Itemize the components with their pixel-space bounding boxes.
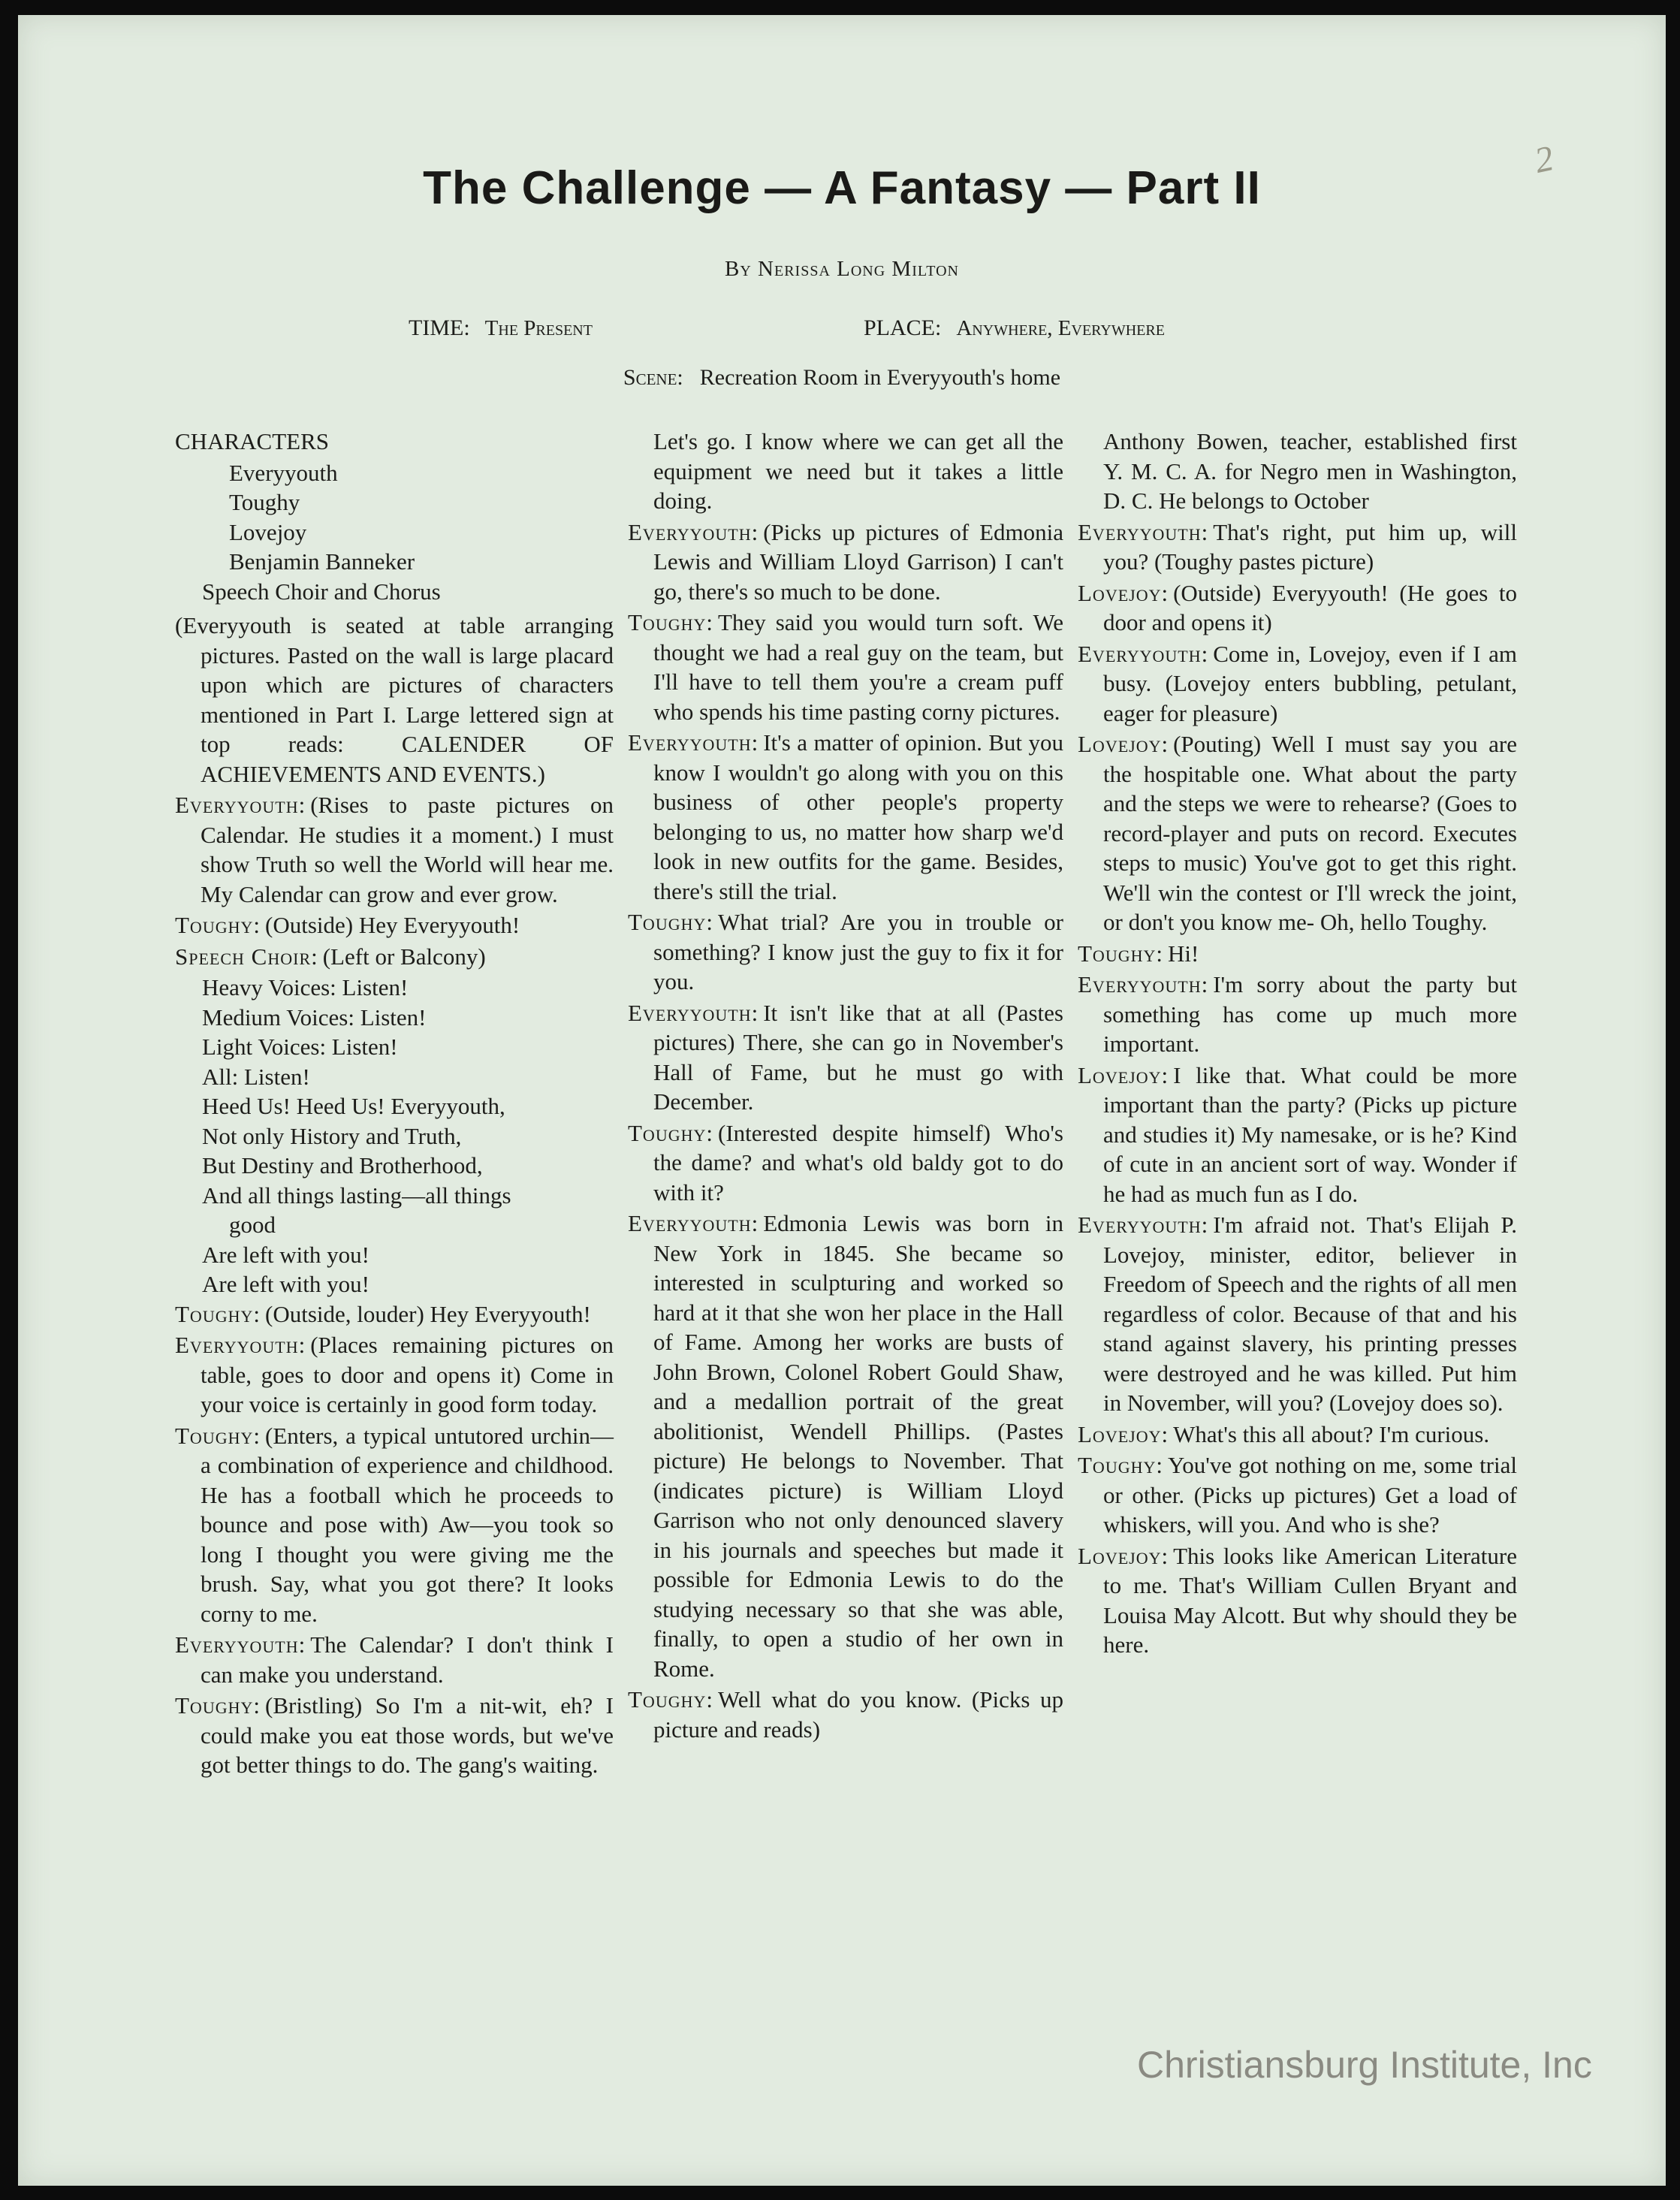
dialogue-line: Toughy: (Interested despite himself) Who's the dame? and what's old baldy got to do with it? (628, 1119, 1063, 1206)
dialogue-line: Toughy: Well what do you know. (Picks up picture and reads) (628, 1686, 1063, 1743)
speaker: Speech Choir: (175, 943, 318, 970)
speaker: Lovejoy: (1078, 1061, 1169, 1088)
dialogue-line: Toughy: (Outside) Hey Everyyouth! (175, 912, 520, 938)
choir-line: Are left with you! (202, 1241, 369, 1268)
page-number: 2 (1531, 138, 1558, 181)
dialogue-line: Toughy: They said you would turn soft. We thought we had a real guy on the team, but I'll have to tell them you're a cream puff who spends his time pasting corny pictures. (628, 609, 1063, 725)
dialogue-line: Toughy: You've got nothing on me, some trial or other. (Picks up pictures) Get a load of whiskers, will you. And who is she? (1078, 1452, 1517, 1538)
time-label: TIME: (409, 315, 470, 340)
choir-line: good (229, 1212, 276, 1238)
speaker: Everyyouth: (1078, 971, 1209, 997)
character-item: Everyyouth (229, 459, 338, 486)
dialogue-line: Everyyouth: I'm sorry about the party but something has come up much more important. (1078, 971, 1517, 1057)
choir-line: Light Voices: Listen! (202, 1034, 398, 1060)
speaker: Everyyouth: (628, 729, 759, 756)
column-3 (1078, 427, 1517, 1661)
choir-line: Heed Us! Heed Us! Everyyouth, (202, 1093, 505, 1119)
choir-line: Medium Voices: Listen! (202, 1003, 427, 1031)
characters-heading: CHARACTERS (175, 428, 329, 454)
speaker: Toughy: (175, 912, 261, 938)
speaker: Everyyouth: (628, 999, 759, 1026)
speaker: Toughy: (628, 1119, 713, 1146)
character-item: Toughy (229, 489, 300, 515)
column-2 (628, 427, 1063, 1746)
speaker: Everyyouth: (175, 792, 306, 818)
scene-value: Recreation Room in Everyyouth's home (699, 365, 1061, 390)
dialogue-line: Toughy: Hi! (1078, 940, 1199, 967)
speaker: Everyyouth: (175, 1631, 306, 1658)
dialogue-line: Lovejoy: (Pouting) Well I must say you are the hospitable one. What about the party and the steps we were to rehearse? (Goes to record-player and puts on record. Executes steps to music) You've got to get this right. We'll win the contest or I'll wreck the joint, or don't you know me- Oh, hello Toughy. (1078, 731, 1517, 935)
dialogue-line: Everyyouth: Edmonia Lewis was born in New York in 1845. She became so interested in sculpturing and worked so hard at it that she won her place in the Hall of Fame. Among her works are busts of John Brown, Colonel Robert Gould Shaw, and a medallion portrait of the great abolitionist, Wendell Phillips. (Pastes picture) He belongs to November. That (indicates picture) is William Lloyd Garrison who not only denounced slavery in his journals and speeches but made it possible for Edmonia Lewis to do the studying necessary so that she was able, finally, to open a studio of her own in Rome. (628, 1210, 1063, 1682)
character-item: Benjamin Banneker (229, 548, 415, 575)
dialogue-line: Lovejoy: What's this all about? I'm curious. (1078, 1420, 1490, 1447)
choir-line: All: Listen! (202, 1063, 310, 1090)
speaker: Toughy: (1078, 1452, 1163, 1478)
dialogue-line: Toughy: What trial? Are you in trouble or something? I know just the guy to fix it for you. (628, 909, 1063, 994)
dialogue-line: Everyyouth: Come in, Lovejoy, even if I am busy. (Lovejoy enters bubbling, petulant, eager for pleasure) (1078, 640, 1517, 726)
scene-label: Scene: (623, 365, 683, 390)
speaker: Lovejoy: (1078, 731, 1169, 757)
speaker: Everyyouth: (175, 1332, 306, 1358)
watermark: Christiansburg Institute, Inc (1137, 2044, 1592, 2086)
speaker: Everyyouth: (628, 1210, 759, 1236)
page-title: The Challenge — A Fantasy — Part II (423, 162, 1261, 214)
dialogue-line: Speech Choir: (Left or Balcony) (175, 943, 486, 970)
speaker: Toughy: (175, 1300, 261, 1327)
dialogue-line: Toughy: (Enters, a typical untutored urchin—a combination of experience and childhood. He has a football which he proceeds to bounce and pose with) Aw—you took so long I thought you were giving me the brush. Say, what you got there? It looks corny to me. (175, 1422, 614, 1627)
dialogue-line: Toughy: (Bristling) So I'm a nit-wit, eh? I could make you eat those words, but we've got better things to do. The gang's waiting. (175, 1692, 614, 1778)
stage-direction: (Everyyouth is seated at table arranging pictures. Pasted on the wall is large placard upon which are pictures of characters mentioned in Part I. Large lettered sign at top reads: CALENDER OF ACHIEVEMENTS AND EVENTS.) (175, 612, 614, 787)
choir-line: Not only History and Truth, (202, 1122, 462, 1149)
dialogue-line: Everyyouth: The Calendar? I don't think I can make you understand. (175, 1631, 614, 1688)
scene-line (18, 365, 1666, 391)
dialogue-line: Everyyouth: (Places remaining pictures on table, goes to door and opens it) Come in your voice is certainly in good form today. (175, 1332, 614, 1417)
time-value: The Present (484, 316, 593, 340)
dialogue-line: Lovejoy: I like that. What could be more important than the party? (Picks up picture and studies it) My namesake, or is he? Kind of cute in an ancient sort of way. Wonder if he had as much fun as I do. (1078, 1061, 1517, 1207)
dialogue-line: Everyyouth: (Rises to paste pictures on Calendar. He studies it a moment.) I must show Truth so well the World will hear me. My Calendar can grow and ever grow. (175, 792, 614, 907)
place-label: PLACE: (864, 315, 942, 340)
speaker: Everyyouth: (1078, 640, 1209, 667)
speaker: Toughy: (628, 1686, 713, 1713)
dialogue-line: Everyyouth: It's a matter of opinion. But you know I wouldn't go along with you on this business of other people's property belonging to us, no matter how sharp we'd look in new outfits for the game. Besides, there's still the trial. (628, 729, 1063, 904)
dialogue-line: Everyyouth: That's right, put him up, will you? (Toughy pastes picture) (1078, 518, 1517, 575)
time-line (409, 315, 593, 341)
speaker: Everyyouth: (628, 518, 759, 545)
column-1 (175, 427, 614, 1782)
speaker: Toughy: (175, 1692, 261, 1719)
choir-line: And all things lasting—all things (202, 1181, 511, 1209)
speaker: Lovejoy: (1078, 579, 1169, 606)
speaker: Toughy: (628, 609, 713, 635)
choir-line: Heavy Voices: Listen! (202, 974, 409, 1000)
character-chorus: Speech Choir and Chorus (202, 578, 441, 605)
byline: By Nerissa Long Milton (725, 257, 959, 281)
speaker: Toughy: (175, 1422, 261, 1449)
dialogue-line: Lovejoy: This looks like American Literature to me. That's William Cullen Bryant and Louisa May Alcott. But why should they be here. (1078, 1542, 1517, 1658)
speaker: Toughy: (1078, 940, 1163, 967)
speaker: Toughy: (628, 909, 713, 935)
choir-line: But Destiny and Brotherhood, (202, 1152, 483, 1178)
dialogue-line: Everyyouth: (Picks up pictures of Edmonia Lewis and William Lloyd Garrison) I can't go, there's so much to be done. (628, 518, 1063, 605)
document-page (18, 15, 1666, 2186)
place-line (864, 315, 1165, 341)
dialogue-continuation: Anthony Bowen, teacher, established first Y. M. C. A. for Negro men in Washington, D. C. He belongs to October (1103, 428, 1517, 514)
speaker: Everyyouth: (1078, 518, 1209, 545)
speaker: Lovejoy: (1078, 1542, 1169, 1569)
character-item: Lovejoy (229, 518, 307, 545)
dialogue-line: Toughy: (Outside, louder) Hey Everyyouth! (175, 1300, 591, 1327)
place-value: Anywhere, Everywhere (956, 316, 1165, 340)
dialogue-line: Everyyouth: I'm afraid not. That's Elijah P. Lovejoy, minister, editor, believer in Freedom of Speech and the rights of all men regardless of color. Because of that and his stand against slavery, his printing presses were destroyed and he was killed. Put him in November, will you? (Lovejoy does so). (1078, 1212, 1517, 1416)
speaker: Lovejoy: (1078, 1420, 1169, 1447)
dialogue-line: Lovejoy: (Outside) Everyyouth! (He goes to door and opens it) (1078, 579, 1517, 635)
speaker: Everyyouth: (1078, 1212, 1209, 1238)
dialogue-continuation: Let's go. I know where we can get all the equipment we need but it takes a little doing. (653, 428, 1063, 514)
choir-line: Are left with you! (202, 1271, 369, 1297)
dialogue-line: Everyyouth: It isn't like that at all (Pastes pictures) There, she can go in November's Hall of Fame, but he must go with December. (628, 999, 1063, 1115)
